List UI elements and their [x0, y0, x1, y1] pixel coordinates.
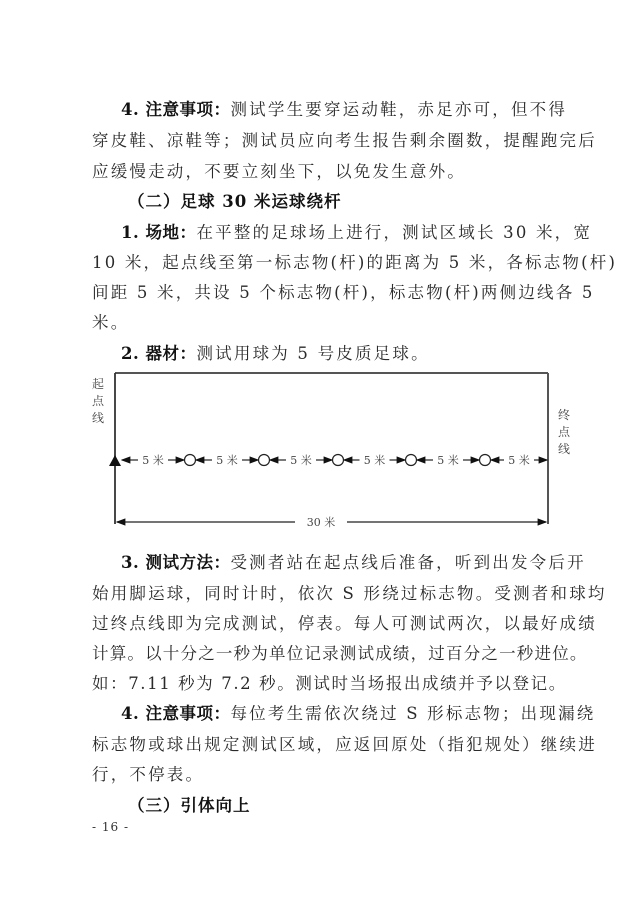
- paragraph-notes-soccer-line-2: [92, 731, 640, 755]
- notes-run-text-1: 测试学生要穿运动鞋，赤足亦可，但不得: [230, 100, 568, 119]
- paragraph-method-line-3: [92, 610, 640, 634]
- paragraph-method-line-1: [121, 549, 640, 573]
- paragraph-notes-soccer-line-1: [121, 700, 640, 724]
- paragraph-notes-soccer-line-3: [92, 761, 640, 785]
- svg-text:点: 点: [92, 394, 105, 408]
- segment-length-label: 5 米: [142, 454, 164, 467]
- method-text-5: 如：7.11 秒为 7.2 秒。测试时当场报出成绩并予以登记。: [92, 674, 567, 693]
- marker-pole-icon: [480, 455, 491, 466]
- paragraph-equipment: [121, 340, 640, 364]
- segment-length-label: 5 米: [508, 454, 530, 467]
- paragraph-site-line-1: [121, 219, 640, 243]
- marker-pole-icon: [406, 455, 417, 466]
- svg-text:点: 点: [558, 425, 571, 439]
- site-text-2: 10 米，起点线至第一标志物(杆)的距离为 5 米，各标志物(杆): [92, 253, 618, 272]
- paragraph-method-line-4: [92, 640, 640, 664]
- site-label: 1. 场地：: [121, 223, 197, 242]
- segment-length-label: 5 米: [437, 454, 459, 467]
- start-triangle-icon: [109, 455, 121, 466]
- method-text-1: 受测者站在起点线后准备，听到出发令后开: [230, 553, 586, 572]
- method-text-2: 始用脚运球，同时计时，依次 S 形绕过标志物。受测者和球均: [92, 584, 607, 603]
- method-text-4: 计算。以十分之一秒为单位记录测试成绩，过百分之一秒进位。: [92, 644, 588, 663]
- site-text-4: 米。: [92, 313, 130, 332]
- equipment-label: 2. 器材：: [121, 344, 197, 363]
- start-line-label: [92, 376, 105, 425]
- marker-pole-icon: [259, 455, 270, 466]
- page-number: - 16 -: [92, 820, 130, 834]
- segment-length-label: 5 米: [290, 454, 312, 467]
- total-length-arrow: [117, 515, 546, 528]
- marker-pole-icon: [333, 455, 344, 466]
- method-label: 3. 测试方法：: [121, 553, 231, 572]
- notes-soccer-text-2: 标志物或球出规定测试区域，应返回原处（指犯规处）继续进: [92, 735, 597, 754]
- svg-text:线: 线: [558, 442, 571, 456]
- svg-text:线: 线: [92, 411, 105, 425]
- marker-pole-icon: [185, 455, 196, 466]
- svg-text:起: 起: [92, 377, 105, 391]
- section-heading-soccer: （二）足球 30 米运球绕杆: [128, 192, 342, 211]
- paragraph-method-line-5: [92, 670, 640, 694]
- notes-soccer-text-1: 每位考生需依次绕过 S 形标志物；出现漏绕: [230, 704, 596, 723]
- field-boundary: [115, 373, 548, 524]
- segment-length-label: 5 米: [363, 454, 386, 467]
- end-line-label: [558, 408, 571, 456]
- notes-run-label: 4. 注意事项：: [121, 100, 231, 119]
- paragraph-method-line-2: [92, 580, 640, 604]
- site-text-3: 间距 5 米，共设 5 个标志物(杆)，标志物(杆)两侧边线各 5: [92, 283, 595, 302]
- notes-run-text-2: 穿皮鞋、凉鞋等；测试员应向考生报告剩余圈数，提醒跑完后: [92, 131, 597, 150]
- paragraph-notes-run-line-1: [121, 96, 640, 120]
- paragraph-site-line-2: [92, 249, 640, 273]
- total-length-label: 30 米: [306, 516, 336, 528]
- dribble-course-diagram: [0, 368, 640, 528]
- paragraph-site-line-4: [92, 309, 640, 333]
- paragraph-notes-run-line-2: [92, 127, 640, 151]
- paragraph-notes-run-line-3: [92, 158, 640, 182]
- paragraph-site-line-3: [92, 279, 640, 303]
- equipment-text: 测试用球为 5 号皮质足球。: [196, 344, 430, 363]
- section-heading-pullup: （三）引体向上: [128, 796, 251, 815]
- method-text-3: 过终点线即为完成测试，停表。每人可测试两次，以最好成绩: [92, 614, 597, 633]
- notes-soccer-text-3: 行，不停表。: [92, 765, 205, 784]
- notes-soccer-label: 4. 注意事项：: [121, 704, 231, 723]
- site-text-1: 在平整的足球场上进行，测试区域长 30 米，宽: [196, 223, 593, 242]
- notes-run-text-3: 应缓慢走动，不要立刻坐下，以免发生意外。: [92, 162, 466, 181]
- segment-length-label: 5 米: [216, 454, 238, 467]
- svg-text:终: 终: [558, 408, 571, 422]
